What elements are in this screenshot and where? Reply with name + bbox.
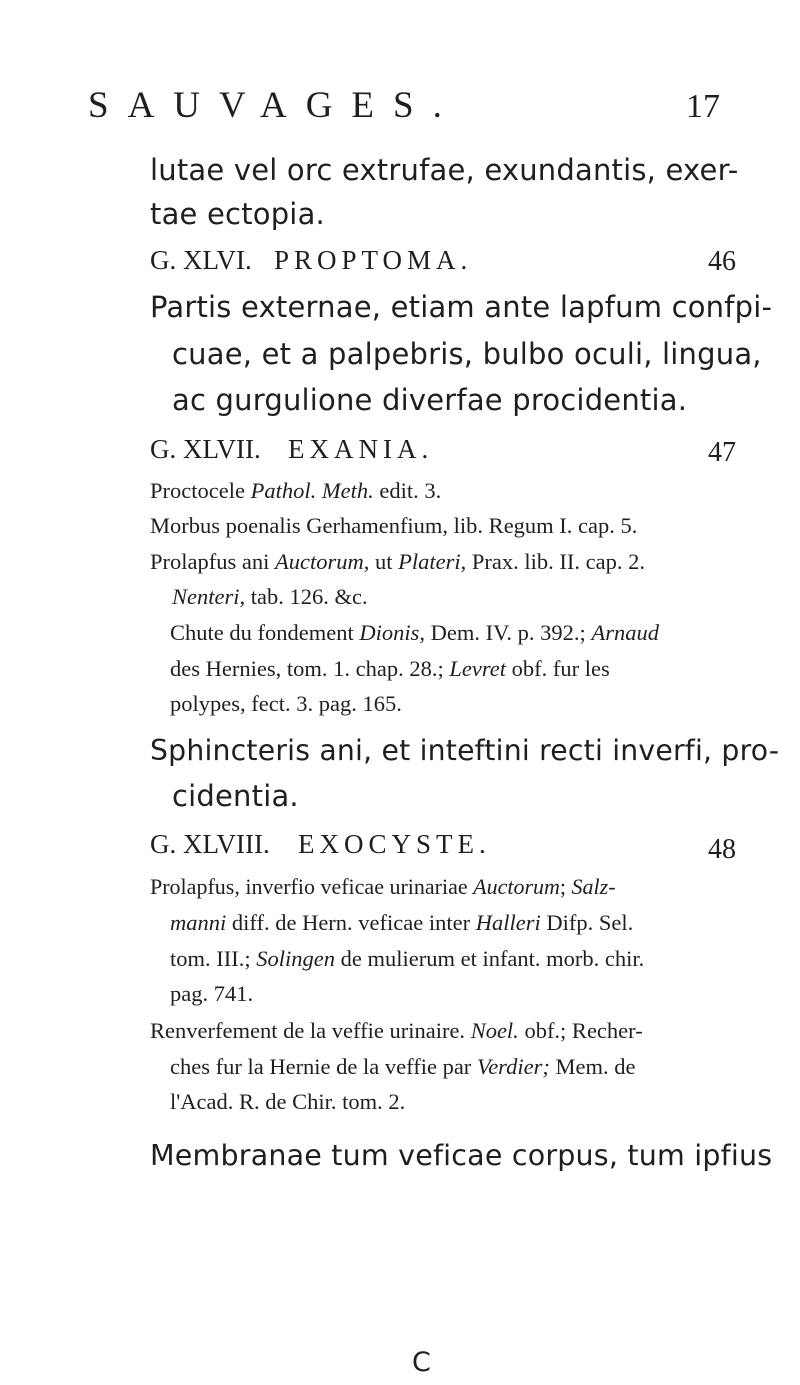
- reference-line: Chute du fondement Dionis, Dem. IV. p. 392.; Arnaud: [170, 620, 659, 645]
- genus-number: 46: [708, 246, 736, 277]
- text-line: ac gurgulione diverfae procidentia.: [172, 383, 688, 417]
- reference-line: manni diff. de Hern. veficae inter Halleri Difp. Sel.: [170, 910, 634, 935]
- genus-name: EXOCYSTE.: [298, 829, 491, 859]
- reference-line: Renverfement de la veffie urinaire. Noel. obf.; Recher-: [150, 1018, 643, 1043]
- running-title: SAUVAGES.: [88, 85, 461, 126]
- reference-line: Nenteri, tab. 126. &c.: [172, 584, 368, 609]
- genus-numeral: G. XLVII.: [150, 434, 261, 464]
- genus-number: 47: [708, 437, 736, 468]
- genus-heading-48: [150, 829, 590, 863]
- text-line: lutae vel orc extrufae, exundantis, exer-: [150, 153, 739, 187]
- genus-number: 48: [708, 834, 736, 865]
- genus-heading-47: [150, 434, 570, 468]
- reference-line: tom. III.; Solingen de mulierum et infant. morb. chir.: [170, 946, 645, 971]
- text-line: cuae, et a palpebris, bulbo oculi, lingua,: [172, 337, 762, 371]
- genus-heading-46: [150, 245, 570, 279]
- reference-line: pag. 741.: [170, 981, 254, 1006]
- genus-name: EXANIA.: [288, 434, 434, 464]
- text-line: tae ectopia.: [150, 197, 325, 231]
- text-line: Sphincteris ani, et inteftini recti inverfi, pro-: [150, 734, 780, 767]
- reference-line: polypes, fect. 3. pag. 165.: [170, 691, 402, 716]
- reference-line: Prolapfus, inverfio veficae urinariae Auctorum; Salz-: [150, 874, 616, 899]
- text-line: Partis externae, etiam ante lapfum confpi-: [150, 290, 773, 324]
- reference-line: des Hernies, tom. 1. chap. 28.; Levret obf. fur les: [170, 656, 610, 681]
- genus-numeral: G. XLVI.: [150, 245, 252, 275]
- reference-line: Proctocele Pathol. Meth. edit. 3.: [150, 478, 442, 503]
- genus-name: PROPTOMA.: [274, 245, 473, 275]
- genus-numeral: G. XLVIII.: [150, 829, 270, 859]
- reference-line: l'Acad. R. de Chir. tom. 2.: [170, 1089, 406, 1114]
- reference-line: ches fur la Hernie de la veffie par Verdier; Mem. de: [170, 1054, 636, 1079]
- reference-line: Morbus poenalis Gerhamenfium, lib. Regum I. cap. 5.: [150, 513, 638, 538]
- reference-line: Prolapfus ani Auctorum, ut Plateri, Prax. lib. II. cap. 2.: [150, 549, 645, 574]
- text-line: cidentia.: [172, 779, 299, 813]
- page-number: 17: [686, 88, 720, 125]
- signature-mark: C: [412, 1347, 431, 1378]
- text-line: Membranae tum veficae corpus, tum ipfius: [150, 1139, 773, 1172]
